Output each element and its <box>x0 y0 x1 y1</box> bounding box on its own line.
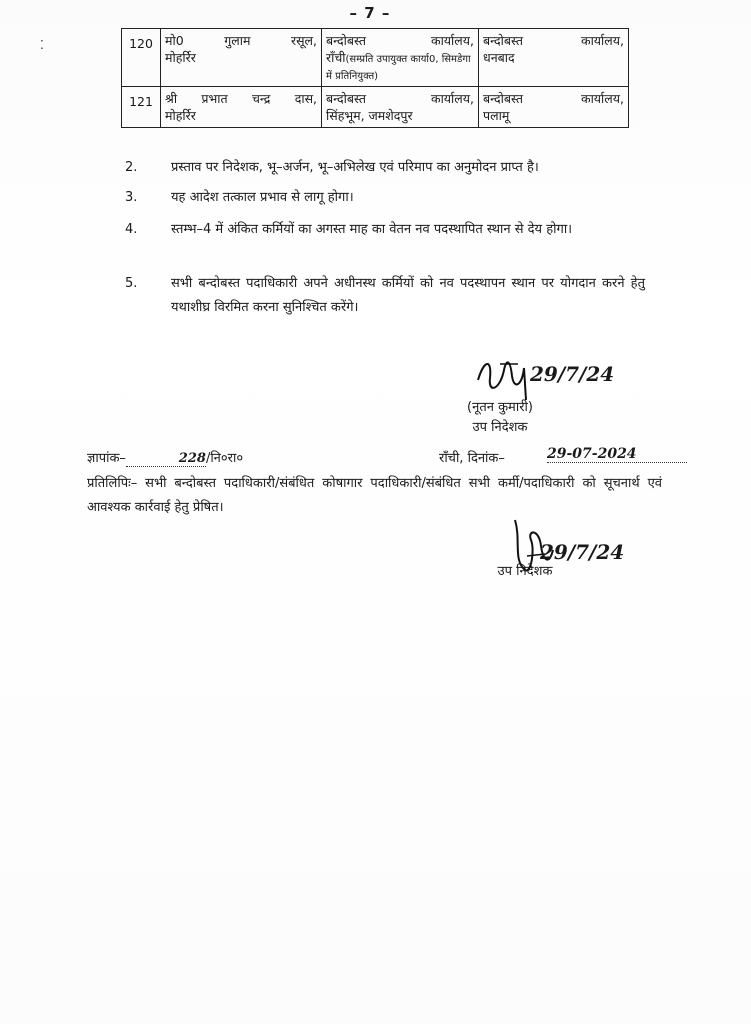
current-office: बन्दोबस्त कार्यालय, <box>326 33 474 48</box>
table-row <box>122 29 629 87</box>
employee-name: श्री प्रभात चन्द्र दास, <box>165 91 317 106</box>
paragraph-3 <box>125 186 645 210</box>
page-number: – 7 – <box>349 4 391 22</box>
paragraph-2 <box>125 156 645 180</box>
paragraph-text: सभी बन्दोबस्त पदाधिकारी अपने अधीनस्थ कर्मियों को नव पदस्थापन स्थान पर योगदान करने हेतु यथाशीघ्र विरमित करना सुनिश्चित करेंगे। <box>171 276 645 315</box>
current-office-place: राँची <box>326 50 346 65</box>
signatory-2 <box>480 562 570 582</box>
signatory-designation: उप निदेशक <box>497 564 553 579</box>
paragraph-number: 4. <box>125 222 138 237</box>
current-office-cell <box>322 87 479 128</box>
employee-name: मो0 गुलाम रसूल, <box>165 33 317 48</box>
memo-label: ज्ञापांक– <box>87 451 126 466</box>
table-row <box>122 87 629 128</box>
issue-date: 29-07-2024 <box>547 446 687 463</box>
signatory-designation: उप निदेशक <box>472 420 528 435</box>
place-date-label: राँची, दिनांक– <box>439 451 505 466</box>
employee-cell <box>161 87 322 128</box>
current-office-place: सिंहभूम, जमशेदपुर <box>326 108 413 123</box>
paragraph-text: प्रस्ताव पर निदेशक, भू–अर्जन, भू–अभिलेख एवं परिमाप का अनुमोदन प्राप्त है। <box>171 160 539 175</box>
memo-suffix: /नि०रा० <box>205 451 244 466</box>
employee-post: मोहर्रिर <box>165 50 196 65</box>
margin-marks: ⁚ <box>40 38 44 52</box>
transfer-table <box>121 28 629 128</box>
new-office: बन्दोबस्त कार्यालय, <box>483 33 624 48</box>
signatory-1 <box>440 398 560 438</box>
employee-post: मोहर्रिर <box>165 108 196 123</box>
new-office-place: धनबाद <box>483 50 515 65</box>
signature-2-date: 29/7/24 <box>540 540 625 564</box>
paragraph-number: 5. <box>125 276 138 291</box>
paragraph-text: स्तम्भ–4 में अंकित कर्मियों का अगस्त माह का वेतन नव पदस्थापित स्थान से देय होगा। <box>171 222 573 237</box>
current-office-cell <box>322 29 479 87</box>
current-office: बन्दोबस्त कार्यालय, <box>326 91 474 106</box>
signature-1-date: 29/7/24 <box>530 362 615 386</box>
serial-cell: 120 <box>122 29 161 87</box>
paragraph-text: यह आदेश तत्काल प्रभाव से लागू होगा। <box>171 190 354 205</box>
signatory-name: (नूतन कुमारी) <box>467 400 533 415</box>
paragraph-number: 2. <box>125 160 138 175</box>
paragraph-5 <box>125 272 645 320</box>
reference-line <box>87 448 687 467</box>
new-office: बन्दोबस्त कार्यालय, <box>483 91 624 106</box>
employee-cell <box>161 29 322 87</box>
deputation-note: (सम्प्रति उपायुक्त कार्या0, सिमडेगा में प्रतिनियुक्त) <box>326 54 471 82</box>
paragraph-number: 3. <box>125 190 138 205</box>
paragraph-4 <box>125 218 645 242</box>
serial-cell: 121 <box>122 87 161 128</box>
copy-to-paragraph: प्रतिलिपिः– सभी बन्दोबस्त पदाधिकारी/संबंधित कोषागार पदाधिकारी/संबंधित सभी कर्मी/पदाधिकारी को सूचनार्थ एवं आवश्यक कार्रवाई हेतु प्रेषित। <box>87 476 662 515</box>
new-office-place: पलामू <box>483 108 510 123</box>
new-office-cell <box>479 87 629 128</box>
new-office-cell <box>479 29 629 87</box>
memo-number: 228 <box>126 451 206 467</box>
